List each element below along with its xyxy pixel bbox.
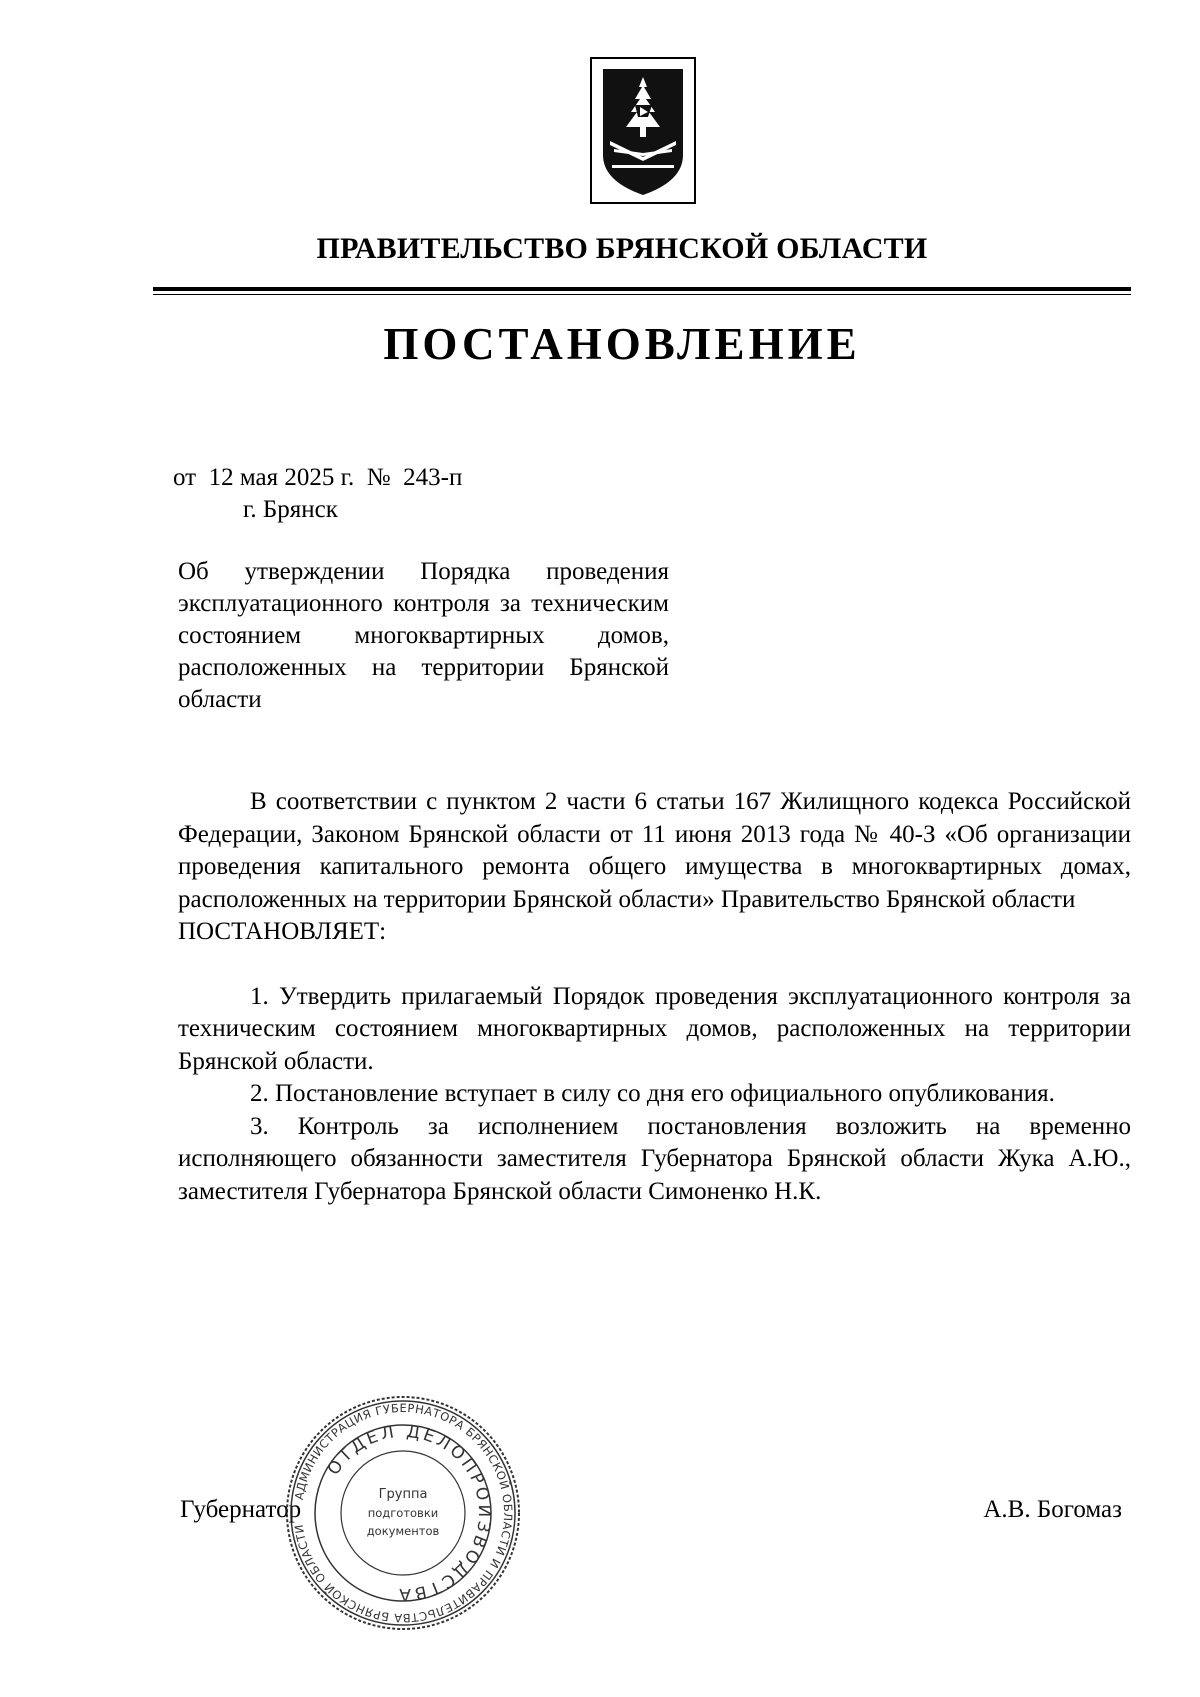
signatory-title: Губернатор [180,1496,302,1523]
date-number-line: от 12 мая 2025 г. № 243-п [173,464,463,491]
decree-item: 3. Контроль за исполнением постановления возложить на временно исполняющего обязанности заместителя Губернатора Брянской области Жука А.Ю., заместителя Губернатора Брянской области Симоненко Н.К. [178,1112,1131,1205]
decree-item: 2. Постановление вступает в силу со дня его официального опубликования. [250,1080,1055,1107]
decree-item: 1. Утвердить прилагаемый Порядок проведения эксплуатационного контроля за техническим состоянием многоквартирных домов, расположенных на территории Брянской области. [178,982,1131,1075]
document-meta [173,462,462,526]
signatory-name: А.В. Богомаз [983,1496,1122,1523]
stamp-center-line: подготовки [367,1506,439,1520]
city-line: г. Брянск [243,496,338,523]
coat-of-arms-icon [590,57,696,204]
decree-word: ПОСТАНОВЛЯЕТ: [178,918,387,945]
stamp-center-line: Группа [378,1487,428,1502]
document-subject: Об утверждении Порядка проведения эксплуатационного контроля за техническим состоянием многоквартирных домов, расположенных на территории Брянской области [178,558,669,713]
document-body [178,786,1131,1208]
header-divider-thin [153,294,1131,295]
official-stamp-icon [284,1394,522,1632]
document-type-title: ПОСТАНОВЛЕНИЕ [383,319,861,369]
preamble-paragraph: В соответствии с пунктом 2 части 6 статьи 167 Жилищного кодекса Российской Федерации, Законом Брянской области от 11 июня 2013 года № 40-З «Об организации проведения капитального ремонта общего имущества в многоквартирных домах, расположенных на территории Брянской области» Правительство Брянской области [178,788,1131,913]
header-divider-thick [153,287,1131,291]
stamp-ring-text: ОТДЕЛ ДЕЛОПРОИЗВОДСТВА [323,1421,495,1605]
organization-name: ПРАВИТЕЛЬСТВО БРЯНСКОЙ ОБЛАСТИ [316,232,928,265]
stamp-outer-text: АДМИНИСТРАЦИЯ ГУБЕРНАТОРА БРЯНСКОЙ ОБЛАСТИ И ПРАВИТЕЛЬСТВА БРЯНСКОЙ ОБЛАСТИ [291,1400,516,1626]
stamp-center-line: документов [366,1524,440,1538]
